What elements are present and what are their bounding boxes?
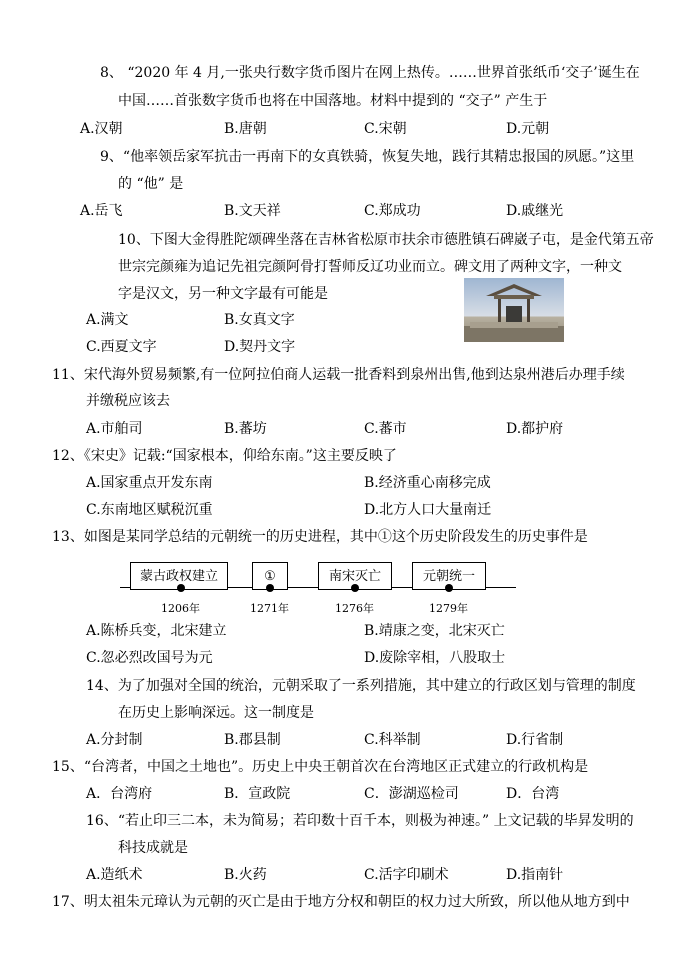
q13-option-d: D.废除宰相，八股取士	[364, 650, 506, 666]
q14-line-1: 14、为了加强对全国的统治，元朝采取了一系列措施，其中建立的行政区划与管理的制度	[86, 678, 636, 694]
pavilion-illustration	[464, 278, 564, 342]
q13-option-c: C.忽必烈改国号为元	[86, 650, 213, 666]
q15-option-d: D．台湾	[506, 786, 560, 802]
q8-option-c: C.宋朝	[364, 121, 407, 137]
q15-option-b: B．宣政院	[224, 786, 291, 802]
q14-option-d: D.行省制	[506, 732, 564, 748]
q17-line-1: 17、明太祖朱元璋认为元朝的灭亡是由于地方分权和朝臣的权力过大所致，所以他从地方到中	[52, 894, 630, 910]
q14-option-b: B.郡县制	[224, 732, 281, 748]
q11-option-c: C.蕃市	[364, 421, 407, 437]
q10-option-a: A.满文	[86, 312, 129, 328]
q9-option-b: B.文天祥	[224, 203, 281, 219]
q11-line-2: 并缴税应该去	[86, 393, 170, 409]
q12-option-c: C.东南地区赋税沉重	[86, 502, 213, 518]
q9-line-2: 的 “他” 是	[118, 176, 184, 192]
q16-line-2: 科技成就是	[118, 840, 188, 856]
q16-option-c: C.活字印刷术	[364, 867, 449, 883]
q10-option-b: B.女真文字	[224, 312, 295, 328]
q11-line-1: 11、宋代海外贸易频繁,有一位阿拉伯商人运载一批香料到泉州出售,他到达泉州港后办理手续	[52, 367, 625, 383]
timeline-box-3: 南宋灭亡	[318, 562, 392, 590]
q10-line-1: 10、下图大金得胜陀颂碑坐落在吉林省松原市扶余市德胜镇石碑崴子屯，是金代第五帝	[118, 232, 654, 248]
q11-option-a: A.市舶司	[86, 421, 143, 437]
q10-line-3: 字是汉文，另一种文字最有可能是	[118, 286, 328, 302]
q8-line-1: 8、 “2020 年 4 月,一张央行数字货币图片在网上热传。……世界首张纸币‘交子’诞生在	[100, 65, 640, 81]
q16-line-1: 16、“若止印三二本，未为简易；若印数十百千本，则极为神速。” 上文记载的毕昇发明的	[86, 813, 634, 829]
q14-option-c: C.科举制	[364, 732, 421, 748]
timeline-dot-2	[266, 584, 274, 592]
q14-line-2: 在历史上影响深远。这一制度是	[118, 705, 314, 721]
q11-option-d: D.都护府	[506, 421, 564, 437]
q9-line-1: 9、“他率领岳家军抗击一再南下的女真铁骑，恢复失地，践行其精忠报国的夙愿。”这里	[100, 149, 635, 165]
q15-option-a: A．台湾府	[86, 786, 153, 802]
timeline-box-1: 蒙古政权建立	[130, 562, 228, 590]
q12-option-b: B.经济重心南移完成	[364, 475, 491, 491]
q8-line-2: 中国……首张数字货币也将在中国落地。材料中提到的 “交子” 产生于	[118, 93, 548, 109]
q14-option-a: A.分封制	[86, 732, 143, 748]
q15-line-1: 15、“台湾者，中国之土地也”。历史上中央王朝首次在台湾地区正式建立的行政机构是	[52, 759, 589, 775]
timeline-year-4: 1279年	[429, 602, 468, 615]
q9-option-d: D.戚继光	[506, 203, 564, 219]
q13-option-a: A.陈桥兵变，北宋建立	[86, 623, 227, 639]
q13-option-b: B.靖康之变，北宋灭亡	[364, 623, 505, 639]
timeline-dot-3	[351, 584, 359, 592]
q12-option-a: A.国家重点开发东南	[86, 475, 213, 491]
q8-option-a: A.汉朝	[80, 121, 123, 137]
q10-option-d: D.契丹文字	[224, 339, 296, 355]
timeline-year-2: 1271年	[250, 602, 289, 615]
q16-option-d: D.指南针	[506, 867, 564, 883]
q11-option-b: B.蕃坊	[224, 421, 267, 437]
q13-line-1: 13、如图是某同学总结的元朝统一的历史进程，其中①这个历史阶段发生的历史事件是	[52, 529, 588, 545]
q9-option-c: C.郑成功	[364, 203, 421, 219]
timeline-box-2: ①	[252, 562, 288, 590]
stele-photo	[464, 278, 564, 342]
timeline-dot-4	[445, 584, 453, 592]
timeline-year-3: 1276年	[335, 602, 374, 615]
q15-option-c: C．澎湖巡检司	[364, 786, 459, 802]
q8-option-d: D.元朝	[506, 121, 550, 137]
q16-option-a: A.造纸术	[86, 867, 143, 883]
timeline-dot-1	[177, 584, 185, 592]
timeline-box-4: 元朝统一	[412, 562, 486, 590]
q8-option-b: B.唐朝	[224, 121, 267, 137]
q10-option-c: C.西夏文字	[86, 339, 157, 355]
q12-option-d: D.北方人口大量南迁	[364, 502, 492, 518]
timeline-year-1: 1206年	[161, 602, 200, 615]
q9-option-a: A.岳飞	[80, 203, 123, 219]
q16-option-b: B.火药	[224, 867, 267, 883]
q10-line-2: 世宗完颜雍为追记先祖完颜阿骨打誓师反辽功业而立。碑文用了两种文字，一种文	[118, 259, 622, 275]
q12-line-1: 12、《宋史》记载:“国家根本，仰给东南。”这主要反映了	[52, 448, 397, 464]
